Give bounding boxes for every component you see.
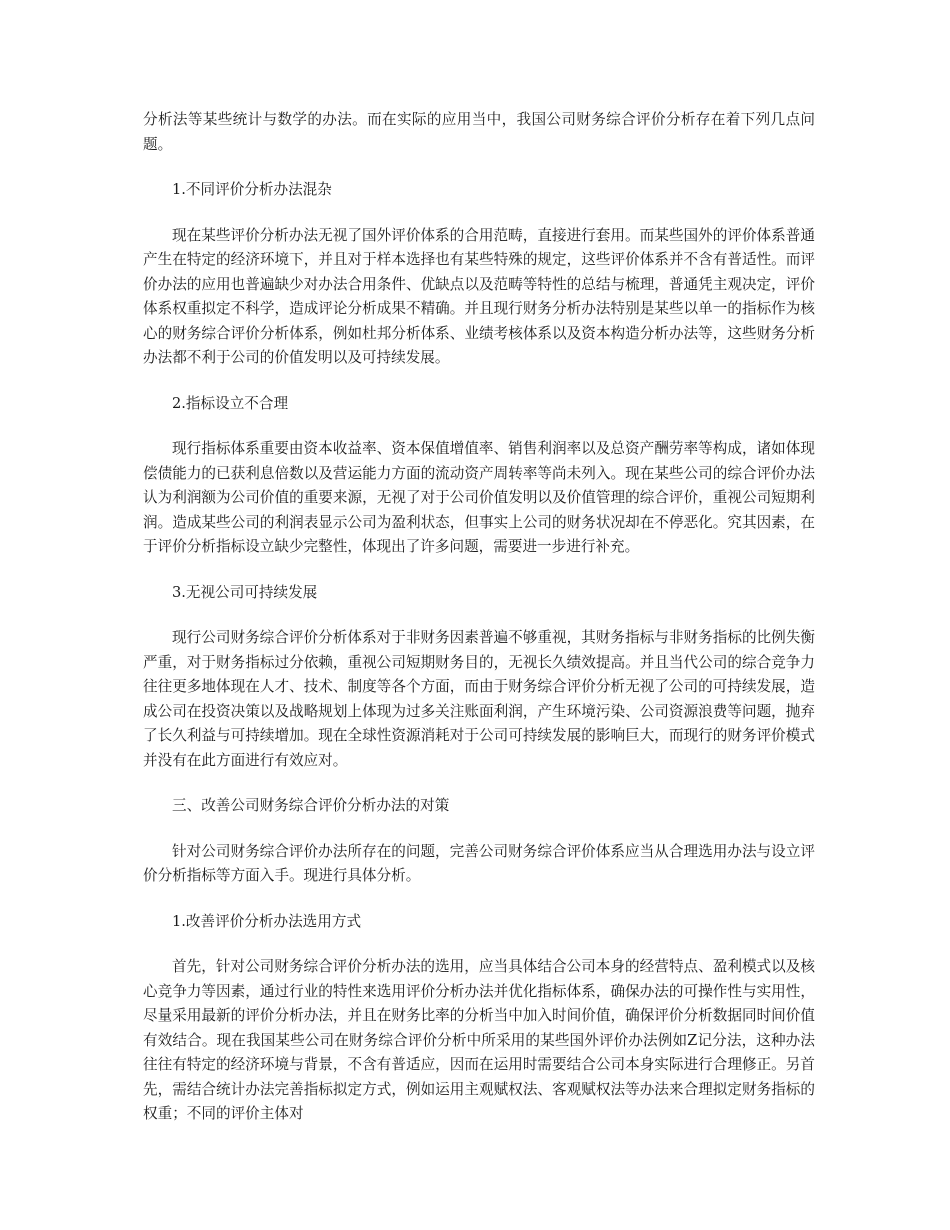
document-page <box>143 108 815 1148</box>
section-heading-4: 1.改善评价分析办法选用方式 <box>172 912 362 930</box>
body-paragraph-1: 现在某些评价分析办法无视了国外评价体系的合用范畴，直接进行套用。而某些国外的评价体系普通产生在特定的经济环境下，并且对于样本选择也有某些特殊的规定，这些评价体系并不含有普适性。而评价办法的应用也普遍缺少对办法合用条件、优缺点以及范畴等特性的总结与梳理，普通凭主观决定，评价体系权重拟定不科学，造成评论分析成果不精确。并且现行财务分析办法特别是某些以单一的指标作为核心的财务综合评价分析体系，例如杜邦分析体系、业绩考核体系以及资本构造分析办法等，这些财务分析办法都不利于公司的价值发明以及可持续发展。 <box>143 226 815 366</box>
body-paragraph-5: 首先，针对公司财务综合评价分析办法的选用，应当具体结合公司本身的经营特点、盈利模式以及核心竞争力等因素，通过行业的特性来选用评价分析办法并优化指标体系，确保办法的可操作性与实用性，尽量采用最新的评价分析办法，并且在财务比率的分析当中加入时间价值，确保评价分析数据同时间价值有效结合。现在我国某些公司在财务综合评价分析中所采用的某些国外评价办法例如Z记分法，这种办法往往有特定的经济环境与背景，不含有普适应，因而在运用时需要结合公司本身实际进行合理修正。另首先，需结合统计办法完善指标拟定方式，例如运用主观赋权法、客观赋权法等办法来合理拟定财务指标的权重；不同的评价主体对 <box>143 958 815 1122</box>
section-heading-3: 3.无视公司可持续发展 <box>172 583 318 601</box>
chapter-heading-3: 三、改善公司财务综合评价分析办法的对策 <box>172 797 450 814</box>
body-paragraph-3: 现行公司财务综合评价分析体系对于非财务因素普遍不够重视，其财务指标与非财务指标的比例失衡严重，对于财务指标过分依赖，重视公司短期财务目的，无视长久绩效提高。并且当代公司的综合竞争力往往更多地体现在人才、技术、制度等各个方面，而由于财务综合评价分析无视了公司的可持续发展，造成公司在投资决策以及战略规划上体现为过多关注账面利润，产生环境污染、公司资源浪费等问题，抛弃了长久利益与可持续增加。现在全球性资源消耗对于公司可持续发展的影响巨大，而现行的财务评价模式并没有在此方面进行有效应对。 <box>143 629 815 769</box>
section-heading-2: 2.指标设立不合理 <box>172 394 289 412</box>
section-heading-1: 1.不同评价分析办法混杂 <box>172 181 332 198</box>
body-paragraph-intro: 分析法等某些统计与数学的办法。而在实际的应用当中，我国公司财务综合评价分析存在着下列几点问题。 <box>143 111 815 153</box>
body-paragraph-2: 现行指标体系重要由资本收益率、资本保值增值率、销售利润率以及总资产酬劳率等构成，诸如体现偿债能力的已获利息倍数以及营运能力方面的流动资产周转率等尚未列入。现在某些公司的综合评价办法认为利润额为公司价值的重要来源，无视了对于公司价值发明以及价值管理的综合评价，重视公司短期利润。造成某些公司的利润表显示公司为盈利状态，但事实上公司的财务状况却在不停恶化。究其因素，在于评价分析指标设立缺少完整性，体现出了许多问题，需要进一步进行补充。 <box>143 440 815 555</box>
body-paragraph-4: 针对公司财务综合评价办法所存在的问题，完善公司财务综合评价体系应当从合理选用办法与设立评价分析指标等方面入手。现进行具体分析。 <box>143 842 815 884</box>
